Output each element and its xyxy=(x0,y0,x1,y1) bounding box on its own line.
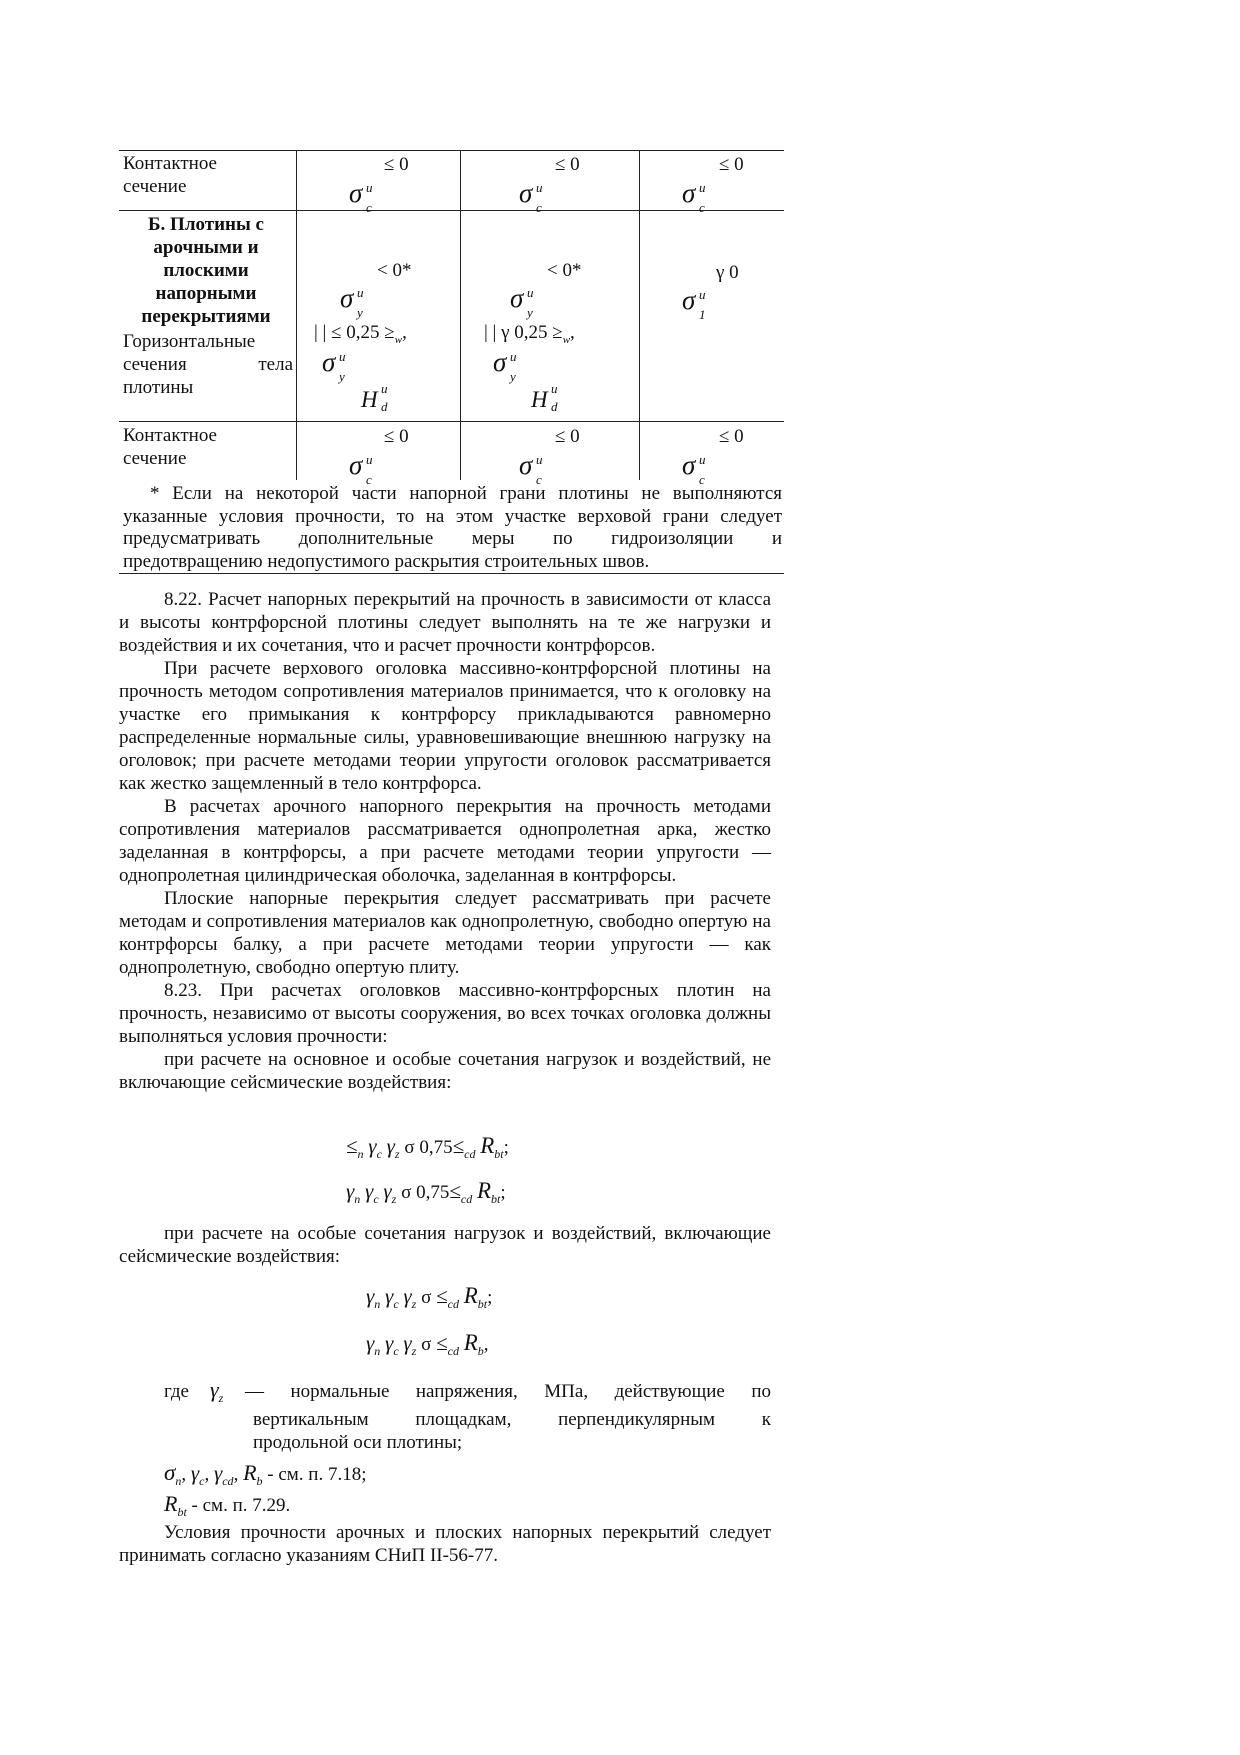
table-rule xyxy=(119,210,784,211)
table-footnote xyxy=(123,483,782,573)
where-definition: продольной оси плотины; xyxy=(253,1432,463,1453)
sigma-symbol: σ u y xyxy=(322,347,346,384)
table-rule xyxy=(119,421,784,422)
condition-value: ≤ 0 xyxy=(384,426,409,447)
condition-value: ≤ 0 xyxy=(719,426,744,447)
where-definition: вертикальным площадкам, перпендикулярным к xyxy=(253,1409,771,1430)
h-symbol: H u d xyxy=(361,381,388,414)
sigma-symbol: σ u c xyxy=(519,178,543,215)
section-heading: Б. Плотины с арочными и плоскими напорными перекрытиями xyxy=(141,214,271,327)
table-rule xyxy=(296,150,297,480)
paragraph: Плоские напорные перекрытия следует рассматривать при расчете методам и сопротивления материалов как однопролетную, свободно опертую на контрфорсы балку, а при расчете методами теории упругости — как однопролетную, свободно опертую плиту. xyxy=(119,888,771,978)
where-symbol: $\gamma_z$ xyxy=(210,1377,224,1405)
row-label: Контактное сечение xyxy=(123,425,217,469)
paragraph: В расчетах арочного напорного перекрытия на прочность методами сопротивления материалов рассматривается однопролетная арка, жестко заделанная в контрфорсы, а при расчете методами теории упругости — однопролетная цилиндрическая оболочка, заделанная в контрфорсы. xyxy=(119,796,771,886)
sigma-symbol: σ u c xyxy=(519,450,543,487)
sigma-symbol: σ u c xyxy=(349,450,373,487)
condition-value: ≤ 0 xyxy=(555,426,580,447)
row-label: Контактное сечение xyxy=(123,153,217,197)
where-label: где xyxy=(164,1381,189,1402)
h-symbol: H u d xyxy=(531,381,558,414)
footnote-line: предотвращению недопустимого раскрытия строительных швов. xyxy=(123,550,650,572)
condition-value: ≤ 0 xyxy=(555,154,580,175)
paragraph: Условия прочности арочных и плоских напорных перекрытий следует принимать согласно указаниям СНиП II-56-77. xyxy=(119,1522,771,1566)
body-text xyxy=(119,588,771,1094)
strength-formula: $\gamma_n$ $\gamma_c$ $\gamma_z$ σ $0,75\le_{cd}$ $R_{bt}$; xyxy=(346,1178,506,1206)
sigma-symbol: σ u y xyxy=(340,283,364,320)
condition-value: ≤ 0 xyxy=(384,154,409,175)
sigma-symbol: σ u y xyxy=(510,283,534,320)
footnote-line: предусматривать дополнительные меры по гидроизоляции и xyxy=(123,528,782,549)
strength-formula: $\gamma_n$ $\gamma_c$ $\gamma_z$ $\sigma \le_{cd}$ $R_b$, xyxy=(366,1330,489,1358)
sigma-symbol: σ u y xyxy=(493,347,517,384)
paragraph: При расчете верхового оголовка массивно-контрфорсной плотины на прочность методом сопротивления материалов принимается, что к оголовку на участке его примыкания к контрфорсу прикладываются равномерно распределенные нормальные силы, уравновешивающие внешнюю нагрузку на оголовок; при расчете методами теории упругости оголовок рассматривается как жестко защемленный в тело контрфорса. xyxy=(119,658,771,794)
reference-line: $R_{bt}$ - см. п. 7.29. xyxy=(164,1491,291,1519)
condition-value: | | γ $0,25 \ge_w$, xyxy=(484,322,575,346)
strength-formula: $\gamma_n$ $\gamma_c$ $\gamma_z$ $\sigma \le_{cd}$ $R_{bt}$; xyxy=(366,1283,493,1311)
strength-formula: $\le_n$ $\gamma_c$ $\gamma_z$ σ $0,75\le_{cd}$ $R_{bt}$; xyxy=(346,1133,509,1161)
condition-value: γ 0 xyxy=(716,262,739,283)
table-rule xyxy=(119,150,784,151)
condition-value: < 0* xyxy=(377,260,412,281)
paragraph: при расчете на основное и особые сочетания нагрузок и воздействий, не включающие сейсмические воздействия: xyxy=(119,1049,771,1093)
footnote-line: * Если на некоторой части напорной грани плотины не выполняются xyxy=(150,483,782,504)
where-definition: — нормальные напряжения, МПа, действующие по xyxy=(245,1381,771,1402)
paragraph: 8.22. Расчет напорных перекрытий на прочность в зависимости от класса и высоты контрфорсной плотины следует выполнять на те же нагрузки и воздействия и их сочетания, что и расчет прочности контрфорсов. xyxy=(119,589,771,656)
condition-value: | | ≤ $0,25 \ge_w$, xyxy=(314,322,407,346)
row-label: Горизонтальные сечения тела плотины xyxy=(123,331,293,398)
table-rule xyxy=(460,150,461,480)
sigma-symbol: σ u c xyxy=(682,450,706,487)
reference-line: $\sigma_n$, $\gamma_c$, $\gamma_{cd}$, $R_b$ - см. п. 7.18; xyxy=(164,1460,367,1488)
paragraph: 8.23. При расчетах оголовков массивно-контрфорсных плотин на прочность, независимо от высоты сооружения, во всех точках оголовка должны выполняться условия прочности: xyxy=(119,980,771,1047)
table-rule xyxy=(119,573,784,574)
sigma-symbol: σ u 1 xyxy=(682,285,706,322)
sigma-symbol: σ u c xyxy=(349,178,373,215)
condition-value: ≤ 0 xyxy=(719,154,744,175)
paragraph: при расчете на особые сочетания нагрузок и воздействий, включающие сейсмические воздействия: xyxy=(119,1223,771,1267)
condition-value: < 0* xyxy=(547,260,582,281)
sigma-symbol: σ u c xyxy=(682,178,706,215)
table-rule xyxy=(639,150,640,480)
footnote-line: указанные условия прочности, то на этом участке верховой грани следует xyxy=(123,505,782,527)
